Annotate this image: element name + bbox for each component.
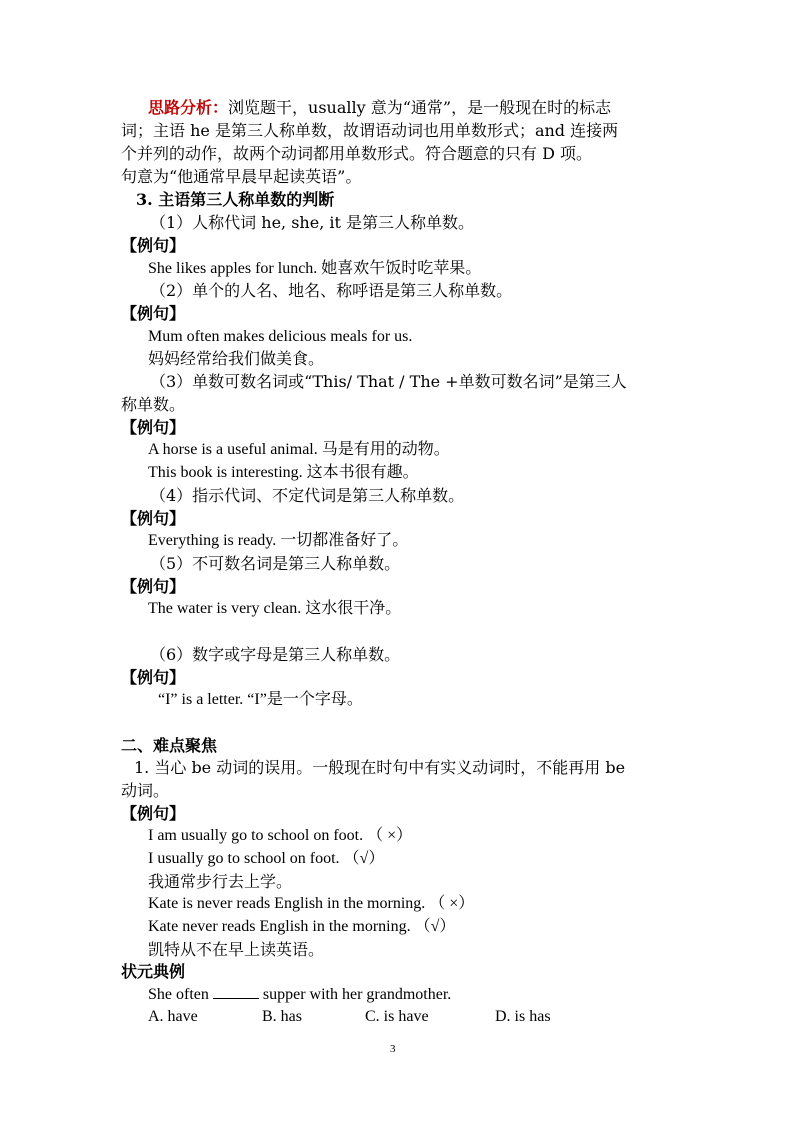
- example-label: 【例句】: [121, 304, 186, 323]
- example-label: 【例句】: [121, 804, 186, 823]
- translation-1: 我通常步行去上学。: [148, 872, 293, 891]
- question-after-blank: supper with her grandmother.: [262, 986, 452, 1003]
- example-2-zh: 妈妈经常给我们做美食。: [148, 349, 325, 368]
- rule-1: （1）人称代词 he, she, it 是第三人称单数。: [150, 213, 475, 232]
- option-a: A. have: [148, 1008, 198, 1025]
- analysis-line-1: [148, 97, 611, 119]
- rule-4: （4）指示代词、不定代词是第三人称单数。: [150, 486, 465, 505]
- point-1-line-1: 1. 当心 be 动词的误用。一般现在时句中有实义动词时，不能再用 be: [134, 758, 626, 777]
- page-number: 3: [390, 1043, 396, 1055]
- answer-blank: [213, 984, 259, 999]
- example-label: 【例句】: [121, 668, 186, 687]
- example-3a: A horse is a useful animal. 马是有用的动物。: [148, 441, 450, 458]
- example-3b: This book is interesting. 这本书很有趣。: [148, 464, 419, 481]
- example-label: 【例句】: [121, 236, 186, 255]
- wrong-example-2: Kate is never reads English in the morning. （ ×）: [148, 895, 475, 912]
- analysis-text-1: 浏览题干，usually 意为“通常”，是一般现在时的标志: [228, 98, 612, 117]
- rule-2: （2）单个的人名、地名、称呼语是第三人称单数。: [150, 281, 513, 300]
- correct-example-2: Kate never reads English in the morning. （√）: [148, 918, 456, 935]
- rule-6: （6）数字或字母是第三人称单数。: [150, 645, 401, 664]
- option-b: B. has: [262, 1008, 302, 1025]
- option-c: C. is have: [365, 1008, 429, 1025]
- example-label: 【例句】: [121, 577, 186, 596]
- example-6: “I” is a letter. “I”是一个字母。: [158, 691, 363, 708]
- question-stem: [148, 984, 451, 1006]
- rule-5: （5）不可数名词是第三人称单数。: [150, 554, 401, 573]
- rule-3-line-2: 称单数。: [121, 395, 186, 414]
- analysis-line-2: 词；主语 he 是第三人称单数，故谓语动词也用单数形式；and 连接两: [121, 121, 619, 140]
- example-1: She likes apples for lunch. 她喜欢午饭时吃苹果。: [148, 260, 482, 277]
- example-5: The water is very clean. 这水很干净。: [148, 600, 402, 617]
- question-before-blank: She often: [148, 986, 209, 1003]
- wrong-example-1: I am usually go to school on foot. （ ×）: [148, 827, 413, 844]
- example-2-en: Mum often makes delicious meals for us.: [148, 328, 413, 345]
- option-d: D. is has: [495, 1008, 551, 1025]
- analysis-label: 思路分析：: [148, 98, 229, 117]
- example-label: 【例句】: [121, 509, 186, 528]
- correct-example-1: I usually go to school on foot. （√）: [148, 850, 385, 867]
- typical-example-label: 状元典例: [121, 962, 186, 981]
- example-4: Everything is ready. 一切都准备好了。: [148, 532, 409, 549]
- point-1-line-2: 动词。: [121, 781, 170, 800]
- rule-3-line-1: （3）单数可数名词或“This/ That / The +单数可数名词”是第三人: [150, 372, 627, 391]
- section-2-heading: 二、难点聚焦: [121, 736, 218, 755]
- analysis-line-4: 句意为“他通常早晨早起读英语”。: [121, 167, 362, 186]
- example-label: 【例句】: [121, 418, 186, 437]
- section-3-heading: 3. 主语第三人称单数的判断: [136, 190, 335, 209]
- translation-2: 凯特从不在早上读英语。: [148, 940, 325, 959]
- analysis-line-3: 个并列的动作，故两个动词都用单数形式。符合题意的只有 D 项。: [121, 144, 593, 163]
